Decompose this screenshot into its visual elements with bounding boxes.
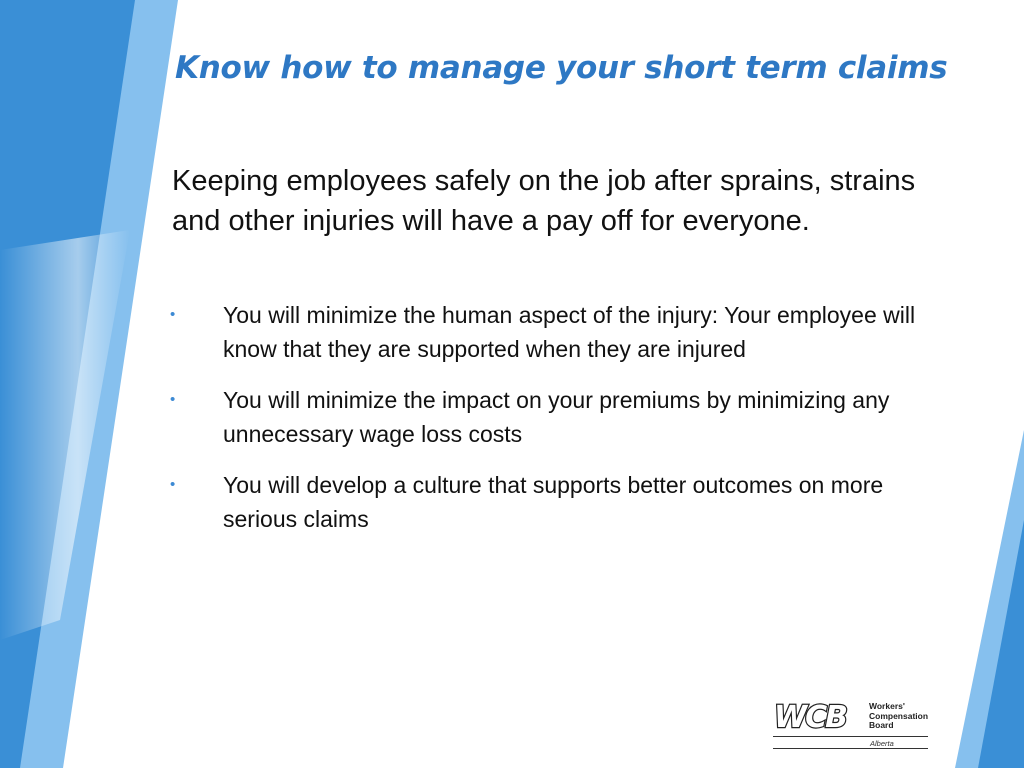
bullet-icon: • (170, 476, 176, 493)
wcb-logo-mark (773, 700, 863, 732)
svg-text:WCB: WCB (774, 700, 846, 732)
logo-line-board: Board (869, 720, 894, 730)
bullet-text: You will minimize the human aspect of the injury: Your employee will know that they are supported when they are injured (223, 302, 916, 362)
logo-rule-top (773, 736, 928, 737)
logo-line-compensation: Compensation (869, 710, 929, 721)
logo-org-name (869, 702, 928, 731)
bullet-item (168, 468, 958, 536)
bullet-icon: • (170, 306, 176, 323)
bullet-item (168, 383, 958, 451)
bullet-list (168, 298, 958, 553)
logo-province: Alberta (870, 739, 894, 748)
lead-paragraph: Keeping employees safely on the job after sprains, strains and other injuries will have a pay off for everyone. (172, 165, 916, 237)
bullet-text: You will minimize the impact on your premiums by minimizing any unnecessary wage loss costs (223, 387, 890, 447)
logo-rule-bottom (773, 748, 928, 749)
bullet-icon: • (170, 391, 176, 408)
bullet-text: You will develop a culture that supports better outcomes on more serious claims (223, 472, 884, 532)
slide-title: Know how to manage your short term claims (175, 50, 948, 86)
wcb-logo (773, 700, 933, 750)
logo-line-workers: Workers' (869, 701, 905, 711)
bullet-item (168, 298, 958, 366)
